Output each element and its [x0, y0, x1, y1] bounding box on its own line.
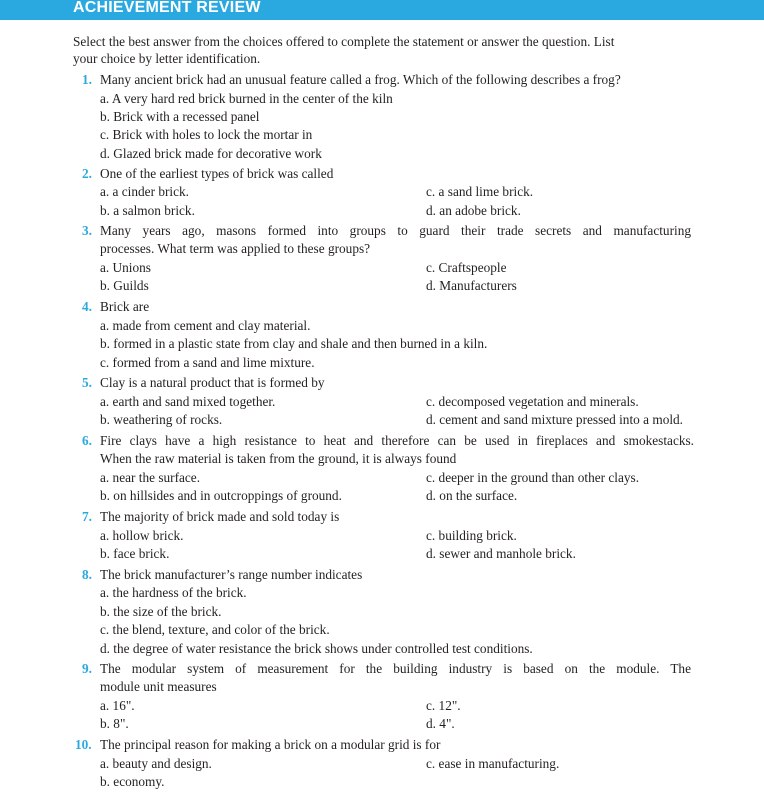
- question-text-1: Many ancient brick had an unusual feature called a frog. Which of the following describes a frog?: [100, 72, 621, 87]
- option-2c: c. a sand lime brick.: [426, 184, 534, 199]
- option-3c: c. Craftspeople: [426, 260, 507, 275]
- option-7d: d. sewer and manhole brick.: [426, 546, 576, 561]
- question-number-5: 5.: [82, 375, 92, 390]
- option-8a: a. the hardness of the brick.: [100, 585, 247, 600]
- option-9b: b. 8".: [100, 716, 129, 731]
- option-9d: d. 4".: [426, 716, 455, 731]
- question-text-7: The majority of brick made and sold today is: [100, 509, 340, 524]
- question-text-10: The principal reason for making a brick on a modular grid is for: [100, 737, 441, 752]
- question-text-4: Brick are: [100, 299, 150, 314]
- option-7b: b. face brick.: [100, 546, 170, 561]
- option-3a: a. Unions: [100, 260, 151, 275]
- option-10a: a. beauty and design.: [100, 756, 212, 771]
- option-6c: c. deeper in the ground than other clays.: [426, 470, 640, 485]
- option-1c: c. Brick with holes to lock the mortar in: [100, 127, 313, 142]
- option-5a: a. earth and sand mixed together.: [100, 394, 276, 409]
- section-title: ACHIEVEMENT REVIEW: [73, 0, 261, 16]
- option-4b: b. formed in a plastic state from clay and shale and then burned in a kiln.: [100, 336, 488, 351]
- option-9a: a. 16".: [100, 698, 135, 713]
- option-2d: d. an adobe brick.: [426, 203, 521, 218]
- question-text-6-cont: When the raw material is taken from the ground, it is always found: [100, 451, 457, 466]
- question-number-10: 10.: [75, 737, 92, 752]
- question-text-3: Many years ago, masons formed into groups to guard their trade secrets and manufacturing: [100, 223, 691, 238]
- option-5d: d. cement and sand mixture pressed into a mold.: [426, 412, 684, 427]
- question-number-8: 8.: [82, 567, 92, 582]
- option-7a: a. hollow brick.: [100, 528, 184, 543]
- option-5b: b. weathering of rocks.: [100, 412, 223, 427]
- option-6d: d. on the surface.: [426, 488, 518, 503]
- header-bar: [0, 0, 764, 20]
- instructions-line-2: your choice by letter identification.: [73, 51, 261, 66]
- option-6a: a. near the surface.: [100, 470, 201, 485]
- question-text-6: Fire clays have a high resistance to heat and therefore can be used in fireplaces and smokestacks.: [100, 433, 694, 448]
- option-2a: a. a cinder brick.: [100, 184, 189, 199]
- option-3b: b. Guilds: [100, 278, 149, 293]
- question-number-6: 6.: [82, 433, 92, 448]
- question-number-3: 3.: [82, 223, 92, 238]
- option-1d: d. Glazed brick made for decorative work: [100, 146, 322, 161]
- option-4c: c. formed from a sand and lime mixture.: [100, 355, 315, 370]
- option-8d: d. the degree of water resistance the brick shows under controlled test conditions.: [100, 641, 533, 656]
- option-10b: b. economy.: [100, 774, 165, 789]
- option-4a: a. made from cement and clay material.: [100, 318, 311, 333]
- question-number-2: 2.: [82, 166, 92, 181]
- option-5c: c. decomposed vegetation and minerals.: [426, 394, 639, 409]
- question-text-3-cont: processes. What term was applied to these groups?: [100, 241, 371, 256]
- question-text-2: One of the earliest types of brick was called: [100, 166, 334, 181]
- question-number-7: 7.: [82, 509, 92, 524]
- question-text-5: Clay is a natural product that is formed by: [100, 375, 325, 390]
- option-9c: c. 12".: [426, 698, 461, 713]
- question-text-9: The modular system of measurement for the building industry is based on the module. The: [100, 661, 691, 676]
- question-number-9: 9.: [82, 661, 92, 676]
- option-6b: b. on hillsides and in outcroppings of ground.: [100, 488, 342, 503]
- option-3d: d. Manufacturers: [426, 278, 517, 293]
- option-8c: c. the blend, texture, and color of the brick.: [100, 622, 330, 637]
- question-text-9-cont: module unit measures: [100, 679, 217, 694]
- option-7c: c. building brick.: [426, 528, 517, 543]
- option-8b: b. the size of the brick.: [100, 604, 222, 619]
- option-1b: b. Brick with a recessed panel: [100, 109, 260, 124]
- option-1a: a. A very hard red brick burned in the center of the kiln: [100, 91, 393, 106]
- question-number-1: 1.: [82, 72, 92, 87]
- question-number-4: 4.: [82, 299, 92, 314]
- instructions-line-1: Select the best answer from the choices offered to complete the statement or answer the question. List: [73, 34, 615, 49]
- question-text-8: The brick manufacturer’s range number indicates: [100, 567, 363, 582]
- option-10c: c. ease in manufacturing.: [426, 756, 560, 771]
- option-2b: b. a salmon brick.: [100, 203, 195, 218]
